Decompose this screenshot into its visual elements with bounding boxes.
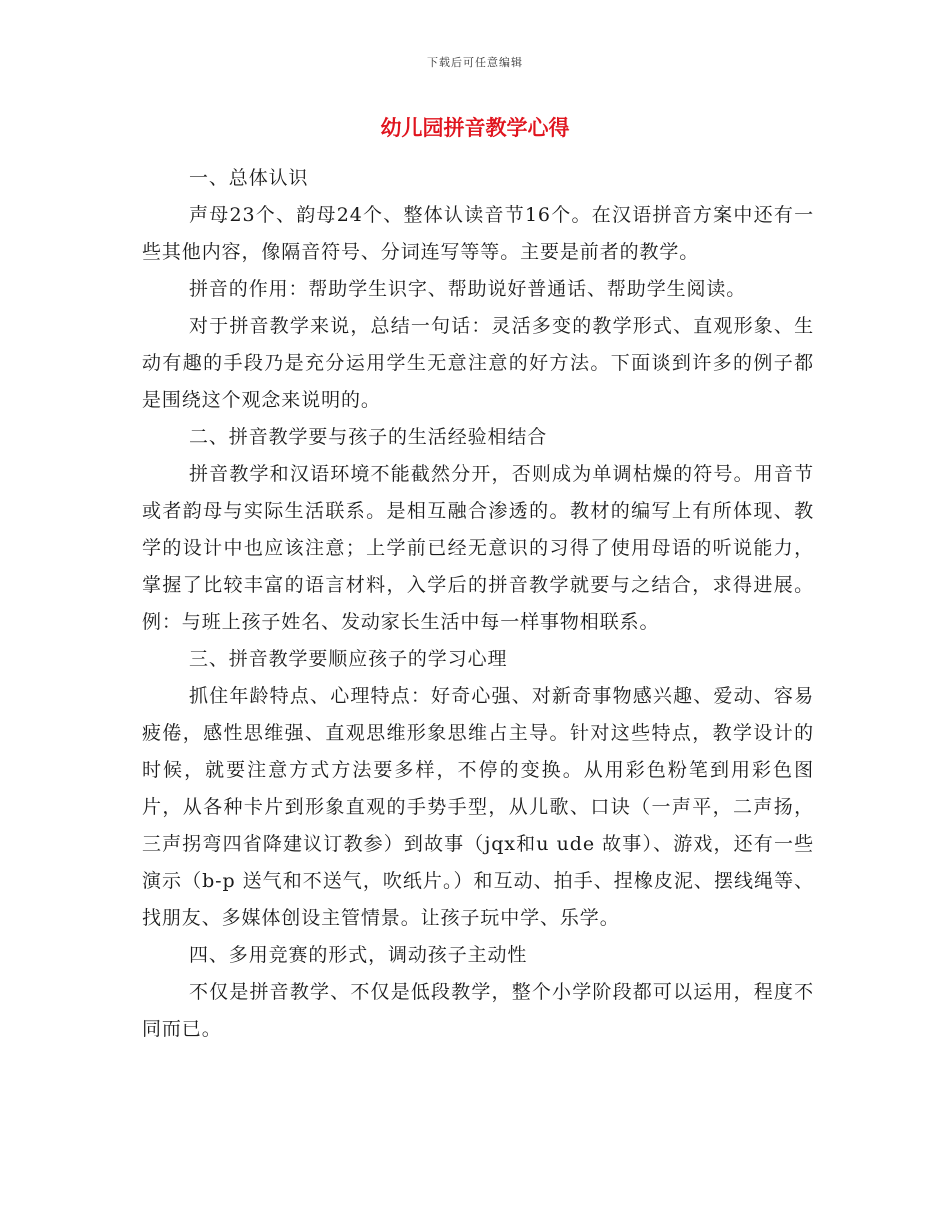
paragraph: 不仅是拼音教学、不仅是低段教学，整个小学阶段都可以运用，程度不同而已。 xyxy=(142,981,814,1040)
section-heading-1: 一、总体认识 xyxy=(189,167,309,189)
section-heading-3: 三、拼音教学要顺应孩子的学习心理 xyxy=(189,648,508,670)
paragraph: 对于拼音教学来说，总结一句话：灵活多变的教学形式、直观形象、生动有趣的手段乃是充分运用学生无意注意的好方法。下面谈到许多的例子都是围绕这个观念来说明的。 xyxy=(142,315,814,411)
section-heading-4: 四、多用竞赛的形式，调动孩子主动性 xyxy=(189,944,528,966)
paragraph: 拼音的作用：帮助学生识字、帮助说好普通话、帮助学生阅读。 xyxy=(189,278,747,300)
paragraph: 声母23个、韵母24个、整体认读音节16个。在汉语拼音方案中还有一些其他内容，像隔音符号、分词连写等等。主要是前者的教学。 xyxy=(142,204,814,263)
section-heading-2: 二、拼音教学要与孩子的生活经验相结合 xyxy=(189,426,548,448)
paragraph: 拼音教学和汉语环境不能截然分开，否则成为单调枯燥的符号。用音节或者韵母与实际生活联系。是相互融合渗透的。教材的编写上有所体现、教学的设计中也应该注意；上学前已经无意识的习得了使用母语的听说能力，掌握了比较丰富的语言材料，入学后的拼音教学就要与之结合，求得进展。例：与班上孩子姓名、发动家长生活中每一样事物相联系。 xyxy=(142,463,814,633)
document-title: 幼儿园拼音教学心得 xyxy=(380,116,570,140)
paragraph: 抓住年龄特点、心理特点：好奇心强、对新奇事物感兴趣、爱动、容易疲倦，感性思维强、直观思维形象思维占主导。针对这些特点，教学设计的时候，就要注意方式方法要多样，不停的变换。从用彩色粉笔到用彩色图片，从各种卡片到形象直观的手势手型，从儿歌、口诀（一声平，二声扬，三声拐弯四省降建议订教参）到故事（jqx和u ude 故事）、游戏，还有一些演示（b-p 送气和不送气，吹纸片。）和互动、拍手、捏橡皮泥、摆线绳等、找朋友、多媒体创设主管情景。让孩子玩中学、乐学。 xyxy=(142,685,814,929)
document-body xyxy=(142,160,814,1048)
page-header-note: 下载后可任意编辑 xyxy=(427,56,523,69)
